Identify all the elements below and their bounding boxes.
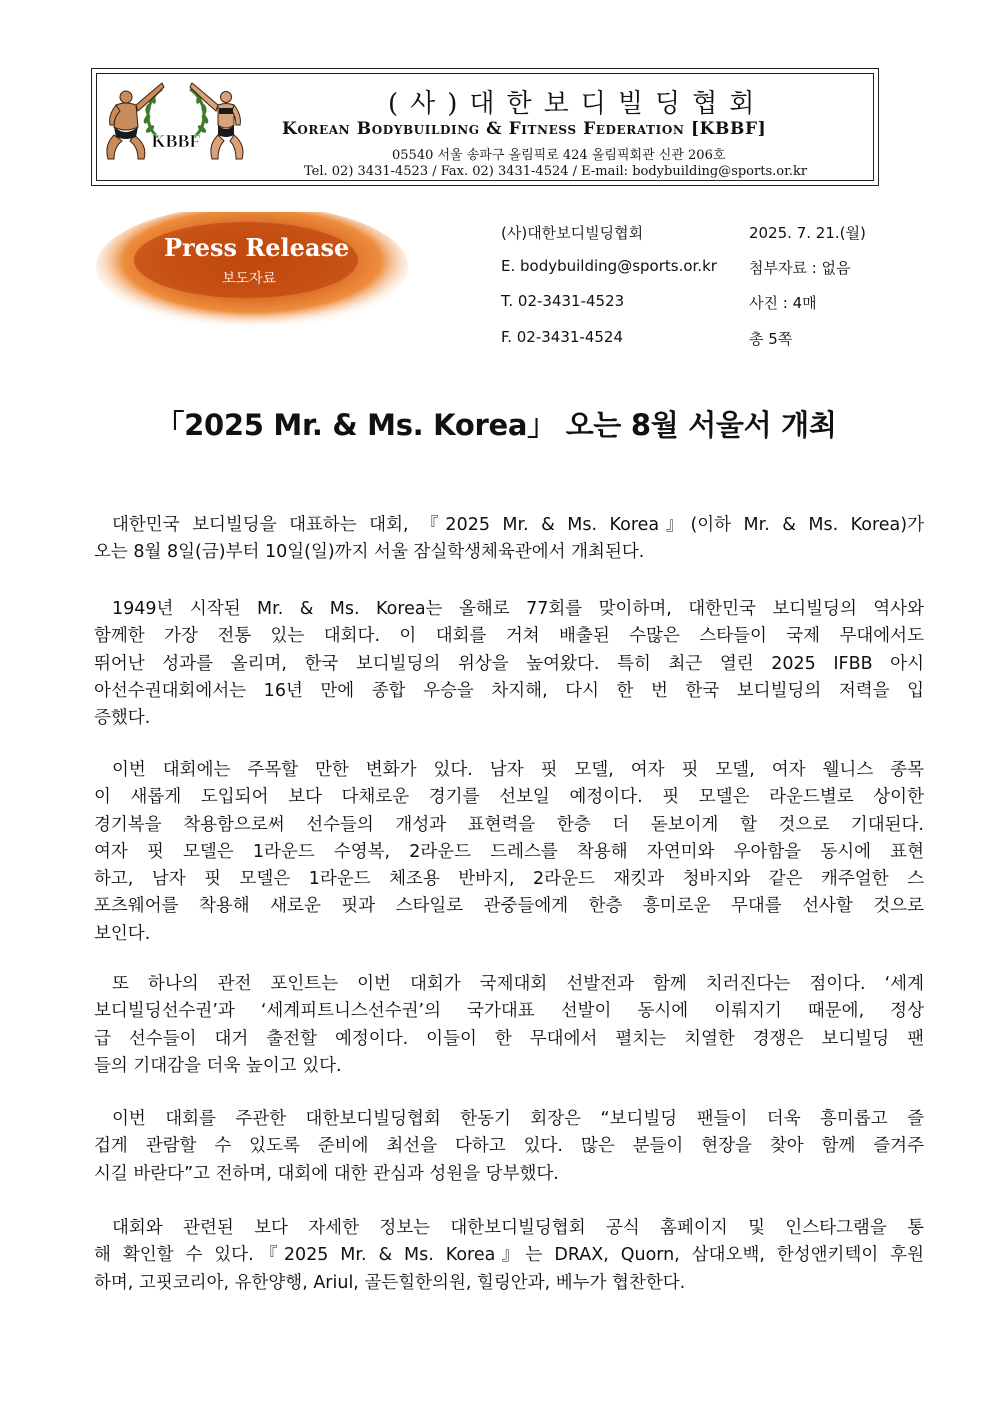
paragraph-line: 겁게 관람할 수 있도록 준비에 최선을 다하고 있다. 많은 분들이 현장을 찾아 함께 즐겨주 xyxy=(94,1136,924,1157)
paragraph-line: 증했다. xyxy=(94,708,151,729)
paragraph-line: 1949년 시작된 Mr. & Ms. Korea는 올해로 77회를 맞이하며, 대한민국 보디빌딩의 역사와 xyxy=(112,599,924,619)
paragraph-line: 해 확인할 수 있다.『2025 Mr. & Ms. Korea』는 DRAX, Quorn, 삼대오백, 한성앤키텍이 후원 xyxy=(94,1245,924,1266)
paragraph-line: 오는 8월 8일(금)부터 10일(일)까지 서울 잠실학생체육관에서 개최된다. xyxy=(94,542,645,563)
paragraph-line: 또 하나의 관전 포인트는 이번 대회가 국제대회 선발전과 함께 치러진다는 점이다. ‘세계 xyxy=(112,974,924,994)
info-org: (사)대한보디빌딩협회 xyxy=(501,224,644,242)
info-fax: F. 02-3431-4524 xyxy=(501,328,624,346)
paragraph-line: 뛰어난 성과를 올리며, 한국 보디빌딩의 위상을 높여왔다. 특히 최근 열린 2025 IFBB 아시 xyxy=(94,653,924,674)
info-photos: 사진 : 4매 xyxy=(749,294,817,312)
paragraph-1 xyxy=(94,512,924,567)
paragraph-line: 이번 대회를 주관한 대한보디빌딩협회 한동기 회장은 “보디빌딩 팬들이 더욱 흥미롭고 즐 xyxy=(112,1109,924,1129)
paragraph-3 xyxy=(94,757,924,948)
paragraph-line: 들의 기대감을 더욱 높이고 있다. xyxy=(94,1055,342,1076)
paragraph-2 xyxy=(94,596,924,732)
org-address: 05540 서울 송파구 올림픽로 424 올림픽회관 신관 206호 xyxy=(392,148,726,163)
paragraph-line: 이번 대회에는 주목할 만한 변화가 있다. 남자 핏 모델, 여자 핏 모델, 여자 웰니스 종목 xyxy=(112,760,924,780)
org-name-korean: (사)대한보디빌딩협회 xyxy=(388,89,767,119)
press-release-title: Press Release xyxy=(164,233,350,262)
paragraph-line: 하고, 남자 핏 모델은 1라운드 체조용 반바지, 2라운드 재킷과 청바지와 같은 캐주얼한 스 xyxy=(94,869,924,890)
paragraph-4 xyxy=(94,971,924,1080)
paragraph-line: 시길 바란다”고 전하며, 대회에 대한 관심과 성원을 당부했다. xyxy=(94,1163,559,1184)
paragraph-line: 여자 핏 모델은 1라운드 수영복, 2라운드 드레스를 착용해 자연미와 우아함을 동시에 표현 xyxy=(94,841,924,862)
info-date: 2025. 7. 21.(월) xyxy=(749,224,866,242)
info-tel: T. 02-3431-4523 xyxy=(501,292,625,310)
letterhead xyxy=(91,68,879,186)
info-attachments: 첨부자료 : 없음 xyxy=(749,259,851,277)
paragraph-line: 급 선수들이 대거 출전할 예정이다. 이들이 한 무대에서 펼치는 치열한 경쟁은 보디빌딩 팬 xyxy=(94,1028,924,1049)
paragraph-line: 보인다. xyxy=(94,923,151,944)
paragraph-line: 이 새롭게 도입되어 보다 다채로운 경기를 선보일 예정이다. 핏 모델은 라운드별로 상이한 xyxy=(94,787,924,808)
paragraph-5 xyxy=(94,1106,924,1188)
info-email: E. bodybuilding@sports.or.kr xyxy=(501,257,717,275)
paragraph-line: 함께한 가장 전통 있는 대회다. 이 대회를 거쳐 배출된 수많은 스타들이 국제 무대에서도 xyxy=(94,626,924,647)
logo-text: KBBF xyxy=(151,131,201,151)
paragraph-line: 아선수권대회에서는 16년 만에 종합 우승을 차지해, 다시 한 번 한국 보디빌딩의 저력을 입 xyxy=(94,680,924,701)
paragraph-line: 포츠웨어를 착용해 새로운 핏과 스타일로 관중들에게 한층 흥미로운 무대를 선사할 것으로 xyxy=(94,896,924,917)
paragraph-line: 경기복을 착용함으로써 선수들의 개성과 표현력을 한층 더 돋보이게 할 것으로 기대된다. xyxy=(94,814,924,835)
press-release-subtitle: 보도자료 xyxy=(222,271,277,287)
paragraph-line: 대회와 관련된 보다 자세한 정보는 대한보디빌딩협회 공식 홈페이지 및 인스타그램을 통 xyxy=(112,1218,924,1238)
kbbf-logo xyxy=(100,75,252,175)
paragraph-line: 보디빌딩선수권’과 ‘세계피트니스선수권’의 국가대표 선발이 동시에 이뤄지기 때문에, 정상 xyxy=(94,1001,924,1022)
paragraph-6 xyxy=(94,1215,924,1297)
paragraph-line: 대한민국 보디빌딩을 대표하는 대회, 『2025 Mr. & Ms. Korea』(이하 Mr. & Ms. Korea)가 xyxy=(112,515,924,535)
org-contact-line: Tel. 02) 3431-4523 / Fax. 02) 3431-4524 / E-mail: bodybuilding@sports.or.kr xyxy=(304,164,808,179)
headline: 「2025 Mr. & Ms. Korea」 오는 8월 서울서 개최 xyxy=(155,408,837,442)
info-pages: 총 5쪽 xyxy=(749,330,793,348)
paragraph-line: 하며, 고핏코리아, 유한양행, Ariul, 골든힐한의원, 힐링안과, 베누가 협찬한다. xyxy=(94,1272,686,1293)
org-name-english: Korean Bodybuilding & Fitness Federation [KBBF] xyxy=(282,119,767,139)
